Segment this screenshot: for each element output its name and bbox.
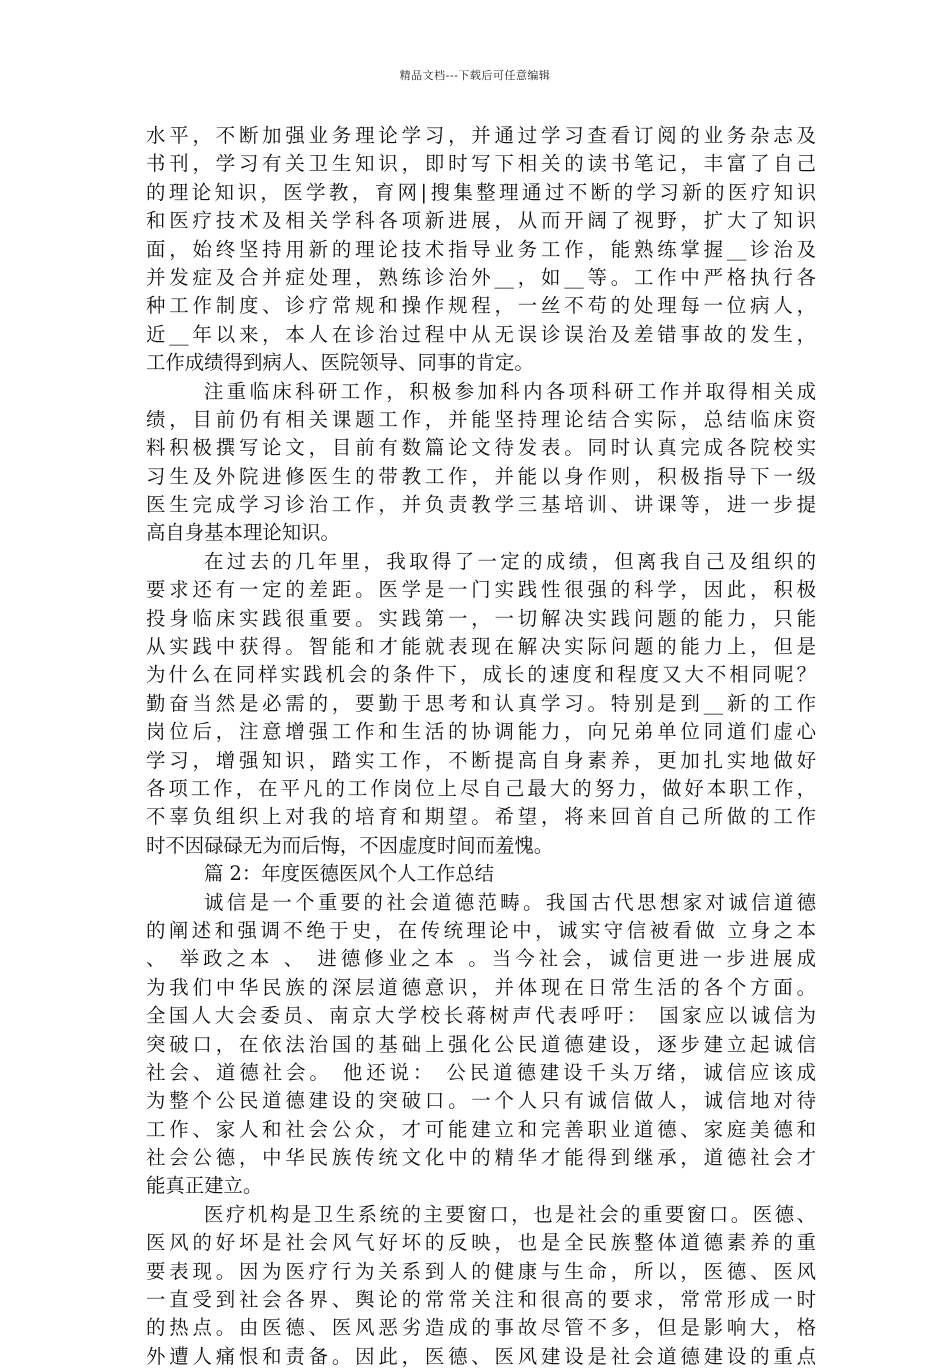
text-line: 近__年以来，本人在诊治过程中从无误诊误治及差错事故的发生， xyxy=(146,322,816,346)
paragraph xyxy=(146,378,816,548)
text-line: 面，始终坚持用新的理论技术指导业务工作，能熟练掌握__诊治及 xyxy=(146,237,816,261)
text-line: 并发症及合并症处理，熟练诊治外__，如__等。工作中严格执行各 xyxy=(146,265,816,289)
text-line: 、 举政之本 、 进德修业之本 。当今社会，诚信更进一步进展成 xyxy=(146,947,816,971)
text-line: 医风的好坏是社会风气好坏的反映，也是全民族整体道德素养的重 xyxy=(146,1231,816,1255)
text-line: 各项工作，在平凡的工作岗位上尽自己最大的努力，做好本职工作， xyxy=(146,776,816,800)
text-line: 投身临床实践很重要。实践第一，一切解决实践问题的能力，只能 xyxy=(146,606,816,630)
text-line: 注重临床科研工作，积极参加科内各项科研工作并取得相关成 xyxy=(204,379,816,403)
paragraph xyxy=(146,889,816,1201)
text-line: 社会、道德社会。 他还说： 公民道德建设千头万绪，诚信应该成 xyxy=(146,1060,816,1084)
page-header: 精品文档---下载后可任意编辑 xyxy=(399,69,551,82)
text-line: 的理论知识，医学教，育网|搜集整理通过不断的学习新的医疗知识 xyxy=(146,180,816,204)
text-line: 书刊，学习有关卫生知识，即时写下相关的读书笔记，丰富了自己 xyxy=(146,152,816,176)
text-line: 为什么在同样实践机会的条件下，成长的速度和程度又大不相同呢？ xyxy=(146,663,816,687)
document-body xyxy=(146,122,816,1371)
text-line: 一直受到社会各界、舆论的常常关注和很高的要求，常常形成一时 xyxy=(146,1288,816,1312)
text-line: 从实践中获得。智能和才能就表现在解决实际问题的能力上，但是 xyxy=(146,635,816,659)
text-line: 的阐述和强调不绝于史，在传统理论中，诚实守信被看做 立身之本 xyxy=(146,918,816,942)
text-line: 在过去的几年里，我取得了一定的成绩，但离我自己及组织的 xyxy=(204,549,816,573)
text-line: 的热点。由医德、医风恶劣造成的事故尽管不多，但是影响大，格 xyxy=(146,1316,816,1340)
text-line: 工作、家人和社会公众，才可能建立和完善职业道德、家庭美德和 xyxy=(146,1117,816,1141)
text-line: 医疗机构是卫生系统的主要窗口，也是社会的重要窗口。医德、 xyxy=(204,1202,816,1226)
text-line: 外遭人痛恨和责备。因此，医德、医风建设是社会道德建设的重点 xyxy=(146,1344,816,1368)
text-line: 水平，不断加强业务理论学习，并通过学习查看订阅的业务杂志及 xyxy=(146,124,816,147)
text-line: 和医疗技术及相关学科各项新进展，从而开阔了视野，扩大了知识 xyxy=(146,209,816,233)
text-line: 要表现。因为医疗行为关系到人的健康与生命，所以，医德、医风 xyxy=(146,1259,816,1283)
text-line: 为整个公民道德建设的突破口。一个人只有诚信做人，诚信地对待 xyxy=(146,1089,816,1113)
text-line: 种工作制度、诊疗常规和操作规程，一丝不苟的处理每一位病人， xyxy=(146,294,816,318)
text-line: 习生及外院进修医生的带教工作，并能以身作则，积极指导下一级 xyxy=(146,464,816,488)
text-line: 绩，目前仍有相关课题工作，并能坚持理论结合实际，总结临床资 xyxy=(146,407,816,431)
text-line: 篇 2：年度医德医风个人工作总结 xyxy=(204,862,494,886)
text-line: 全国人大会委员、南京大学校长蒋树声代表呼吁： 国家应以诚信为 xyxy=(146,1004,816,1028)
text-line: 要求还有一定的差距。医学是一门实践性很强的科学，因此，积极 xyxy=(146,578,816,602)
section-heading xyxy=(146,860,816,888)
text-line: 社会公德，中华民族传统文化中的精华才能得到继承，道德社会才 xyxy=(146,1146,816,1170)
paragraph xyxy=(146,122,816,378)
text-line: 不辜负组织上对我的培育和期望。希望，将来回首自己所做的工作 xyxy=(146,805,816,829)
text-line: 诚信是一个重要的社会道德范畴。我国古代思想家对诚信道德 xyxy=(204,890,816,914)
text-line: 为我们中华民族的深层道德意识，并体现在日常生活的各个方面。 xyxy=(146,975,816,999)
text-line: 时不因碌碌无为而后悔，不因虚度时间而羞愧。 xyxy=(146,833,554,857)
text-line: 医生完成学习诊治工作，并负责教学三基培训、讲课等，进一步提 xyxy=(146,493,816,517)
text-line: 岗位后，注意增强工作和生活的协调能力，向兄弟单位同道们虚心 xyxy=(146,720,816,744)
paragraph xyxy=(146,548,816,860)
paragraph xyxy=(146,1201,816,1371)
text-line: 学习，增强知识，踏实工作，不断提高自身素养，更加扎实地做好 xyxy=(146,748,816,772)
text-line: 能真正建立。 xyxy=(146,1174,263,1198)
text-line: 高自身基本理论知识。 xyxy=(146,521,340,545)
text-line: 料积极撰写论文，目前有数篇论文待发表。同时认真完成各院校实 xyxy=(146,436,816,460)
text-line: 突破口，在依法治国的基础上强化公民道德建设，逐步建立起诚信 xyxy=(146,1032,816,1056)
text-line: 勤奋当然是必需的，要勤于思考和认真学习。特别是到__新的工作 xyxy=(146,691,816,715)
text-line: 工作成绩得到病人、医院领导、同事的肯定。 xyxy=(146,351,534,375)
